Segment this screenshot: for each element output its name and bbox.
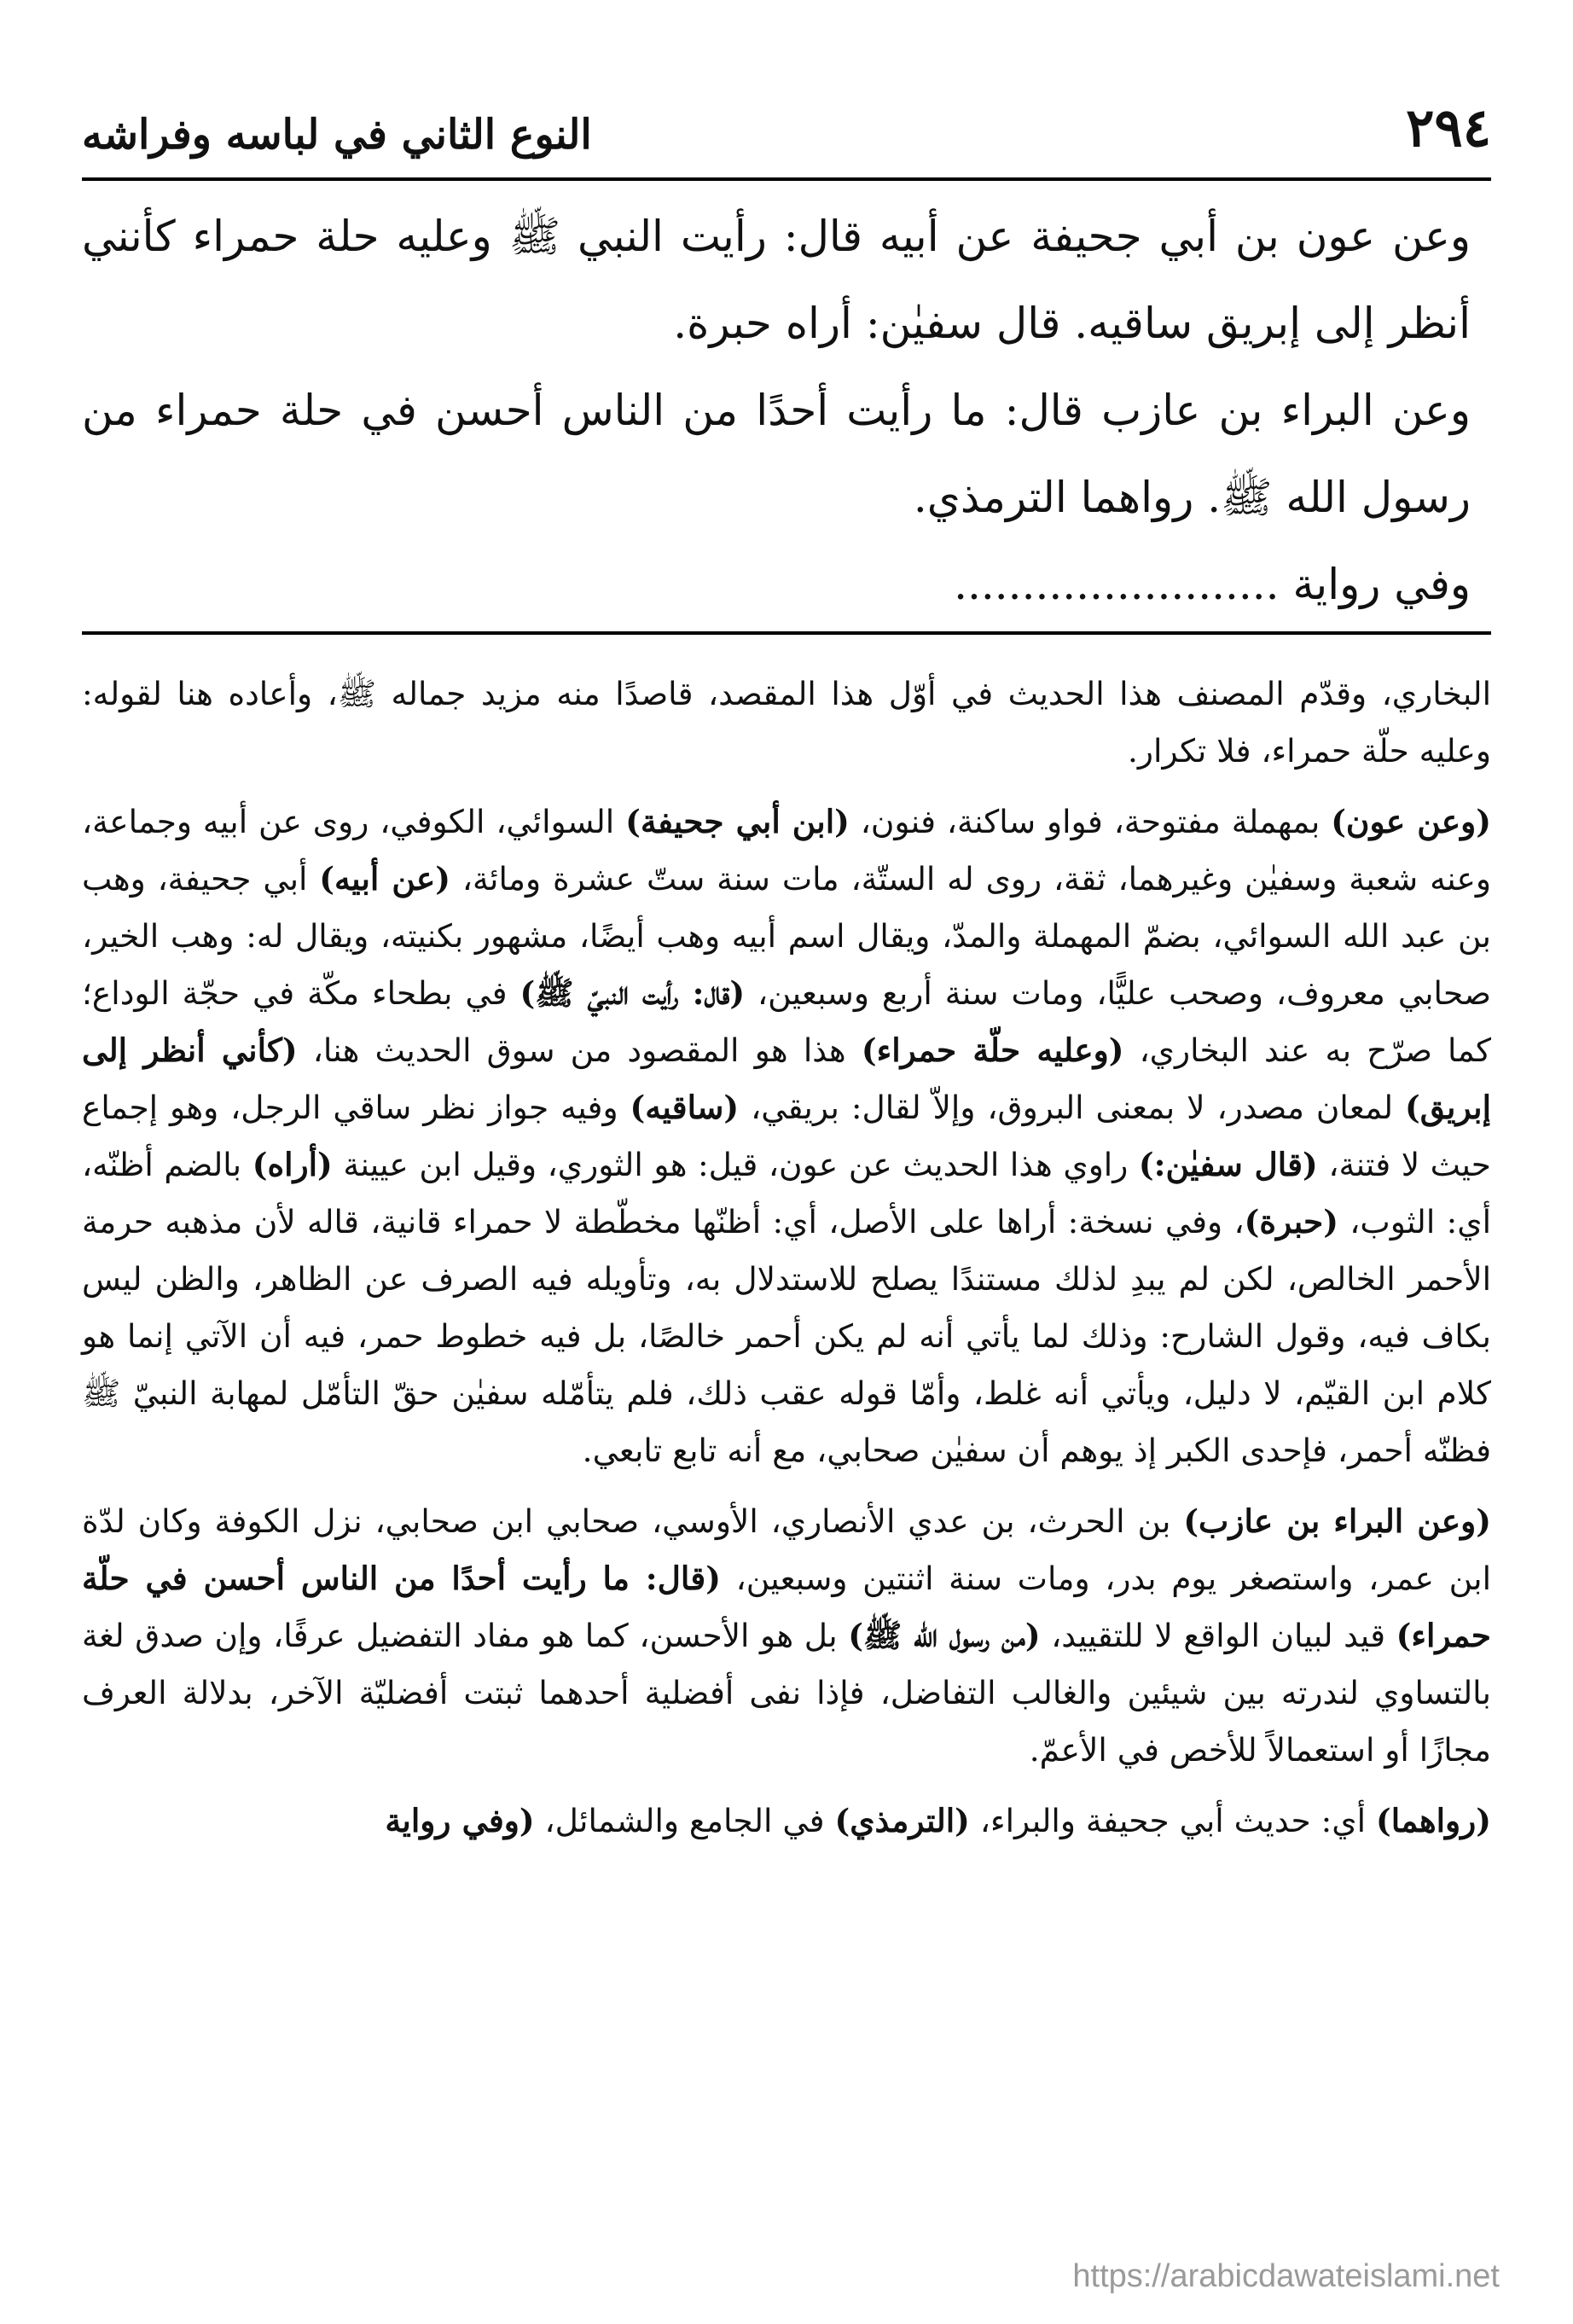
commentary-text: راوي هذا الحديث عن عون، قيل: هو الثوري، وقيل ابن عيينة	[332, 1146, 1139, 1183]
quoted-matn-phrase: (وفي رواية	[385, 1802, 535, 1839]
commentary-text: بمهملة مفتوحة، فواو ساكنة، فنون،	[849, 803, 1332, 840]
commentary-text: بالضم أظنّه، أي: الثوب،	[82, 1146, 1492, 1240]
commentary-paragraph-4	[82, 1792, 1491, 1850]
page-header	[82, 82, 1491, 159]
commentary-text: بن الحرث، بن عدي الأنصاري، الأوسي، صحابي ابن صحابي، نزل الكوفة وكان لدّة ابن عمر، واستصغر يوم بدر، ومات سنة اثنتين وسبعين،	[82, 1502, 1491, 1597]
commentary-text: لمعان مصدر، لا بمعنى البروق، وإلاّ لقال: بريقي،	[739, 1089, 1405, 1126]
hadith-paragraph-3	[82, 541, 1471, 628]
quoted-matn-phrase: (ابن أبي جحيفة)	[625, 803, 850, 840]
quoted-matn-phrase: (كأني أنظر إلى إبريق)	[82, 1031, 1491, 1126]
commentary-paragraph-3	[82, 1493, 1491, 1779]
quoted-matn-phrase: (عن أبيه)	[319, 860, 450, 898]
quoted-matn-phrase: (قال سفيٰن:)	[1138, 1146, 1318, 1183]
quoted-matn-phrase: (من رسول الله ﷺ)	[848, 1617, 1041, 1654]
commentary-paragraph-2	[82, 793, 1491, 1479]
quoted-matn-phrase: (وعليه حلّة حمراء)	[861, 1031, 1124, 1069]
commentary-text: في الجامع والشمائل،	[534, 1802, 835, 1839]
hadith-paragraph-2: وعن البراء بن عازب قال: ما رأيت أحدًا من الناس أحسن في حلة حمراء من رسول الله ﷺ. رواهما الترمذي.	[82, 386, 1471, 522]
commentary-text: قيد لبيان الواقع لا للتقييد،	[1040, 1617, 1396, 1654]
commentary-text: في بطحاء مكّة في حجّة الوداع؛ كما صرّح به عند البخاري،	[82, 974, 1492, 1069]
commentary-text: أي: حديث أبي جحيفة والبراء،	[969, 1802, 1376, 1839]
quoted-matn-phrase: (قال: ما رأيت أحدًا من الناس أحسن في حلّة حمراء)	[82, 1560, 1491, 1654]
hadith-continuation: وفي رواية	[1292, 560, 1471, 609]
page-number: ٢٩٤	[1406, 96, 1491, 159]
commentary-text: هذا هو المقصود من سوق الحديث هنا،	[297, 1031, 862, 1069]
hadith-text	[82, 193, 1471, 628]
quoted-matn-phrase: (حبرة)	[1244, 1203, 1338, 1240]
quoted-matn-phrase: (رواهما)	[1375, 1802, 1491, 1839]
quoted-matn-phrase: (أراه)	[252, 1146, 333, 1183]
commentary-text: بل هو الأحسن، كما هو مفاد التفضيل عرفًا، وإن صدق لغة بالتساوي لندرته بين شيئين والغالب التفاضل، فإذا نفى أفضلية أحدهما ثبتت أفضليّة الآخر، بدلالة العرف مجازًا أو استعمالاً للأخص في الأعمّ.	[82, 1617, 1491, 1769]
commentary	[82, 665, 1491, 1850]
quoted-matn-phrase: (وعن البراء بن عازب)	[1183, 1502, 1491, 1540]
commentary-paragraph-1: البخاري، وقدّم المصنف هذا الحديث في أوّل هذا المقصد، قاصدًا منه مزيد جماله ﷺ، وأعاده هنا لقوله: وعليه حلّة حمراء، فلا تكرار.	[82, 675, 1491, 770]
hadith-paragraph-1: وعن عون بن أبي جحيفة عن أبيه قال: رأيت النبي ﷺ وعليه حلة حمراء كأنني أنظر إلى إبريق ساقيه. قال سفيٰن: أراه حبرة.	[82, 212, 1471, 348]
header-rule	[82, 177, 1491, 181]
ellipsis-dots: ........................	[954, 560, 1280, 609]
quoted-matn-phrase: (قال: رأيت النبيّ ﷺ)	[519, 974, 746, 1012]
quoted-matn-phrase: (ساقيه)	[630, 1089, 740, 1126]
commentary-text: وفيه جواز نظر ساقي الرجل، وهو إجماع حيث لا فتنة،	[82, 1089, 1491, 1183]
commentary-text: ، وفي نسخة: أراها على الأصل، أي: أظنّها مخطّطة لا حمراء قانية، قاله لأن مذهبه حرمة الأحمر الخالص، لكن لم يبدِ لذلك مستندًا يصلح للاستدلال به، وتأويله فيه الصرف عن الظاهر، والظن ليس بكاف فيه، وقول الشارح: وذلك لما يأتي أنه لم يكن أحمر خالصًا، بل فيه خطوط حمر، فيه أن الآتي إنما هو كلام ابن القيّم، لا دليل، ويأتي أنه غلط، وأمّا قوله عقب ذلك، فلم يتأمّله سفيٰن حقّ التأمّل لمهابة النبيّ ﷺ فظنّه أحمر، فإحدى الكبر إذ يوهم أن سفيٰن صحابي، مع أنه تابع تابعي.	[82, 1203, 1491, 1469]
quoted-matn-phrase: (وعن عون)	[1331, 803, 1491, 840]
watermark-url: https://arabicdawateislami.net	[1072, 2258, 1500, 2294]
section-rule	[82, 631, 1491, 635]
quoted-matn-phrase: (الترمذي)	[834, 1802, 970, 1839]
commentary-text: السوائي، الكوفي، روى عن أبيه وجماعة، وعنه شعبة وسفيٰن وغيرهما، ثقة، روى له الستّة، مات سنة ستّ عشرة ومائة،	[82, 803, 1491, 898]
commentary-text: أبي جحيفة، وهب بن عبد الله السوائي، بضمّ المهملة والمدّ، ويقال اسم أبيه وهب أيضًا، مشهور بكنيته، ويقال له: وهب الخير، صحابي معروف، وصحب عليًّا، ومات سنة أربع وسبعين،	[82, 860, 1491, 1012]
running-title: النوع الثاني في لباسه وفراشه	[82, 111, 592, 159]
